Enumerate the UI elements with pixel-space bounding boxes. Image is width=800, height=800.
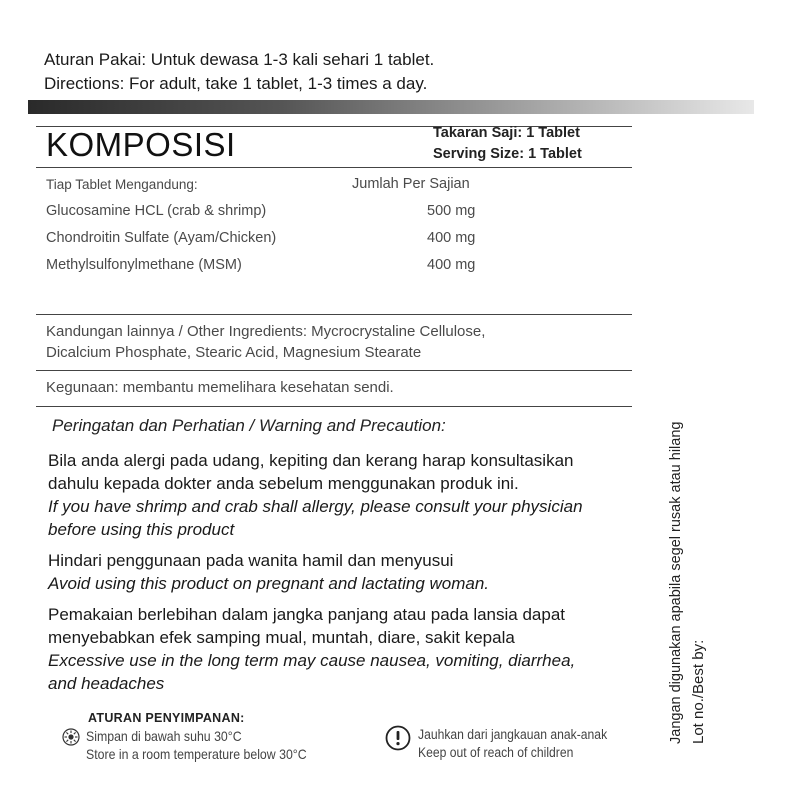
column-header-left: Tiap Tablet Mengandung:	[46, 177, 198, 192]
keep-away-id: Jauhkan dari jangkauan anak-anak	[418, 727, 608, 742]
warning-pregnant-en: Avoid using this product on pregnant and lactating woman.	[48, 574, 490, 593]
warning-excessive-en: Excessive use in the long term may cause nausea, vomiting, diarrhea,	[48, 651, 576, 670]
divider	[36, 314, 632, 315]
warning-heading: Peringatan dan Perhatian / Warning and Precaution:	[52, 416, 446, 435]
warning-allergy-id: dahulu kepada dokter anda sebelum menggunakan produk ini.	[48, 474, 519, 493]
divider	[36, 167, 632, 168]
divider	[36, 370, 632, 371]
warning-excessive-en: and headaches	[48, 674, 165, 693]
column-header-right: Jumlah Per Sajian	[352, 176, 470, 192]
warning-allergy-en: before using this product	[48, 520, 235, 539]
ingredient-amount: 400 mg	[427, 230, 476, 246]
ingredient-name: Chondroitin Sulfate (Ayam/Chicken)	[46, 230, 277, 246]
warning-allergy-id: Bila anda alergi pada udang, kepiting dan kerang harap konsultasikan	[48, 451, 574, 470]
directions-en: Directions: For adult, take 1 tablet, 1-3 times a day.	[44, 74, 428, 93]
seal-notice-vertical: Jangan digunakan apabila segel rusak atau hilang	[668, 421, 684, 744]
thermometer-sun-icon	[62, 728, 80, 746]
usage-text: Kegunaan: membantu memelihara kesehatan sendi.	[46, 379, 394, 396]
composition-title: KOMPOSISI	[46, 126, 236, 163]
keep-away-en: Keep out of reach of children	[418, 745, 574, 760]
storage-id: Simpan di bawah suhu 30°C	[86, 728, 242, 744]
lot-best-by-vertical: Lot no./Best by:	[690, 639, 707, 744]
divider	[36, 406, 632, 407]
exclamation-circle-icon	[385, 725, 411, 751]
warning-excessive-id: menyebabkan efek samping mual, muntah, diare, sakit kepala	[48, 628, 515, 647]
ingredient-name: Glucosamine HCL (crab & shrimp)	[46, 203, 267, 219]
serving-size-en: Serving Size: 1 Tablet	[433, 146, 582, 162]
ingredient-name: Methylsulfonylmethane (MSM)	[46, 257, 242, 273]
warning-allergy-en: If you have shrimp and crab shall allergy, please consult your physician	[48, 497, 583, 516]
storage-en: Store in a room temperature below 30°C	[86, 746, 307, 762]
ingredient-amount: 400 mg	[427, 257, 476, 273]
storage-heading: ATURAN PENYIMPANAN:	[88, 711, 245, 725]
ingredient-amount: 500 mg	[427, 203, 476, 219]
serving-size-id: Takaran Saji: 1 Tablet	[433, 125, 580, 141]
warning-pregnant-id: Hindari penggunaan pada wanita hamil dan menyusui	[48, 551, 454, 570]
header-gradient-bar	[28, 100, 754, 114]
directions-id: Aturan Pakai: Untuk dewasa 1-3 kali sehari 1 tablet.	[44, 50, 435, 69]
warning-excessive-id: Pemakaian berlebihan dalam jangka panjang atau pada lansia dapat	[48, 605, 565, 624]
other-ingredients-line2: Dicalcium Phosphate, Stearic Acid, Magnesium Stearate	[46, 344, 422, 361]
other-ingredients-line1: Kandungan lainnya / Other Ingredients: Mycrocrystaline Cellulose,	[46, 323, 486, 340]
